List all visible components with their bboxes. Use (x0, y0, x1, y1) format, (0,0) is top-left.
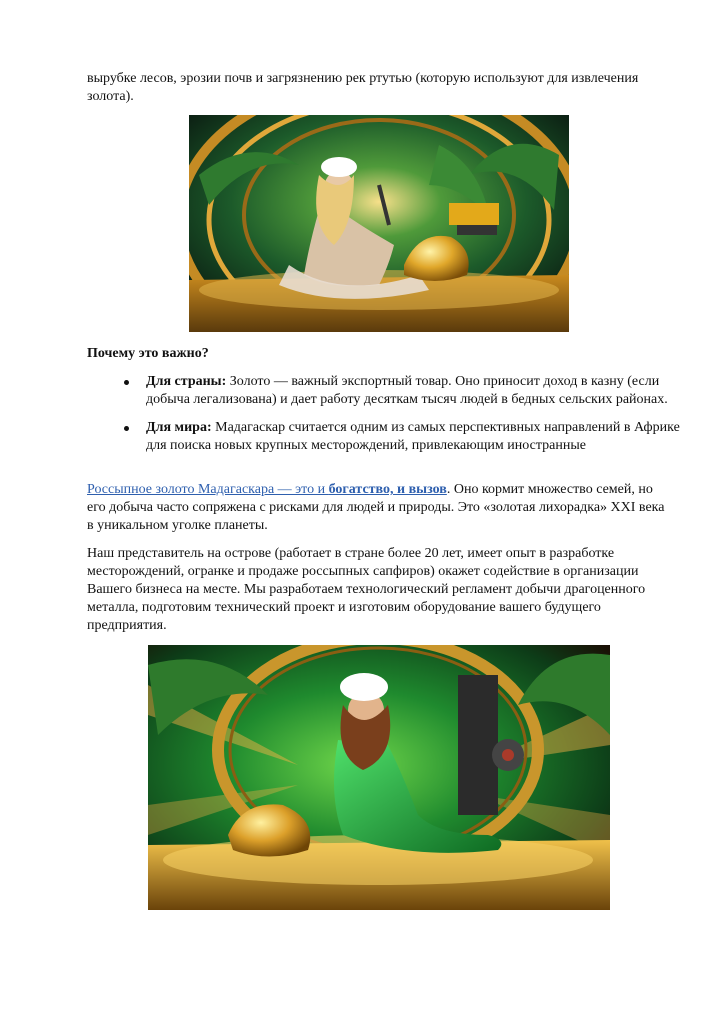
intro-paragraph: вырубке лесов, эрозии почв и загрязнению рек ртутью (которую используют для извлечения золота). (87, 71, 639, 104)
list-item-country (124, 373, 684, 409)
wealth-challenge-link[interactable]: богатство, и вызов (328, 482, 447, 497)
bullet-icon (124, 380, 129, 385)
importance-list (124, 373, 684, 465)
list-item-text: Мадагаскар считается одним из самых перспективных направлений в Африке для поиска новых крупных месторождений, привлекающим иностранные (146, 420, 680, 453)
list-item-text: Золото — важный экспортный товар. Оно приносит доход в казну (если добыча легализована) и дает работу десяткам тысяч людей в бедных сельских районах. (146, 374, 668, 407)
list-item-world (124, 419, 684, 455)
bullet-icon (124, 426, 129, 431)
madagascar-gold-link[interactable]: Россыпное золото Мадагаскара — это и (87, 482, 329, 497)
miner-woman-image-1 (189, 115, 569, 332)
summary-text: . Оно кормит множество семей, но его добыча часто сопряжена с рисками для людей и природы. Это «золотая лихорадка» XXI века в уникальном уголке планеты. (87, 482, 665, 533)
section-heading: Почему это важно? (87, 346, 209, 361)
miner-woman-image-2 (148, 645, 610, 910)
list-item-label: Для мира: (146, 420, 212, 435)
list-item-label: Для страны: (146, 374, 227, 389)
gold-summary-paragraph (87, 481, 673, 535)
gold-miner-green-dress-illustration-icon (148, 645, 610, 910)
representative-paragraph: Наш представитель на острове (работает в стране более 20 лет, имеет опыт в разработке месторождений, огранке и продаже россыпных сапфиров) окажет содействие в организации Вашего бизнеса на месте. Мы разработаем технологический регламент добычи драгоценного металла, подготовим технический проект и изготовим оборудование вашего будущего предприятия. (87, 546, 646, 633)
gold-miner-illustration-icon (189, 115, 569, 332)
